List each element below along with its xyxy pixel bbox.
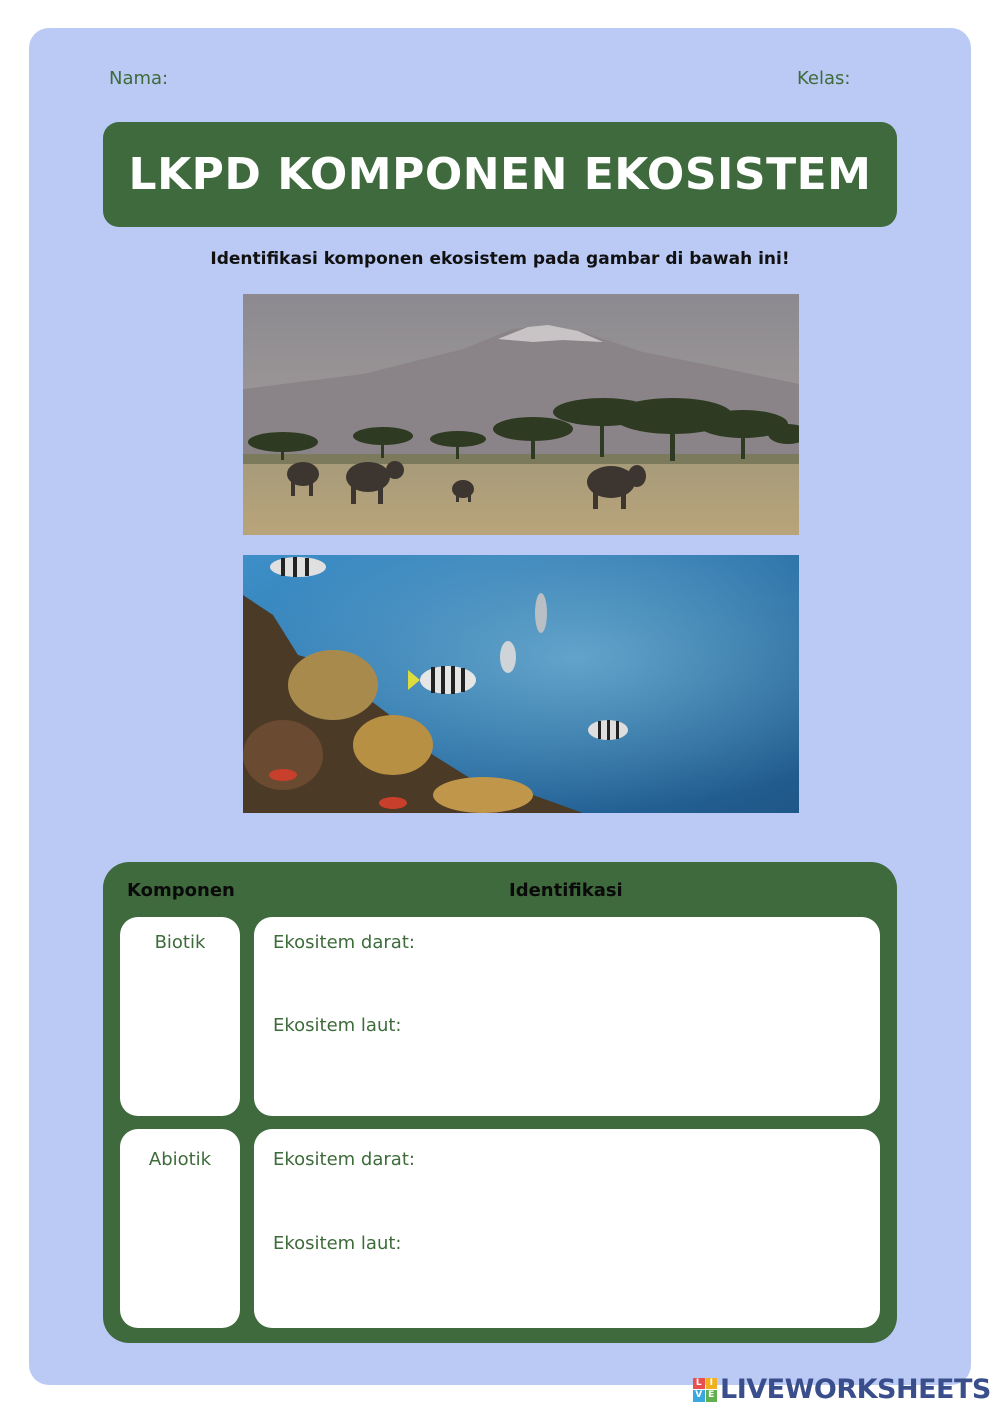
name-label: Nama: bbox=[109, 68, 169, 89]
column-header-component: Komponen bbox=[127, 880, 235, 901]
liveworksheets-brand bbox=[693, 1374, 991, 1405]
biotik-sea-label: Ekositem laut: bbox=[273, 1015, 402, 1036]
title-banner bbox=[103, 122, 897, 227]
page-title: LKPD KOMPONEN EKOSISTEM bbox=[128, 149, 872, 200]
column-header-identification: Identifikasi bbox=[509, 880, 623, 901]
instruction-text: Identifikasi komponen ekosistem pada gambar di bawah ini! bbox=[210, 249, 790, 269]
abiotik-land-label: Ekositem darat: bbox=[273, 1149, 415, 1170]
class-label: Kelas: bbox=[797, 68, 851, 89]
savanna-elephants-photo bbox=[243, 294, 799, 535]
abiotik-sea-label: Ekositem laut: bbox=[273, 1233, 402, 1254]
liveworksheets-logo-icon: L I V E bbox=[693, 1378, 717, 1402]
coral-reef-fish-photo bbox=[243, 555, 799, 813]
biotik-land-label: Ekositem darat: bbox=[273, 932, 415, 953]
brand-text: LIVEWORKSHEETS bbox=[720, 1374, 991, 1405]
biotik-label: Biotik bbox=[154, 932, 206, 953]
abiotik-label: Abiotik bbox=[148, 1149, 212, 1170]
